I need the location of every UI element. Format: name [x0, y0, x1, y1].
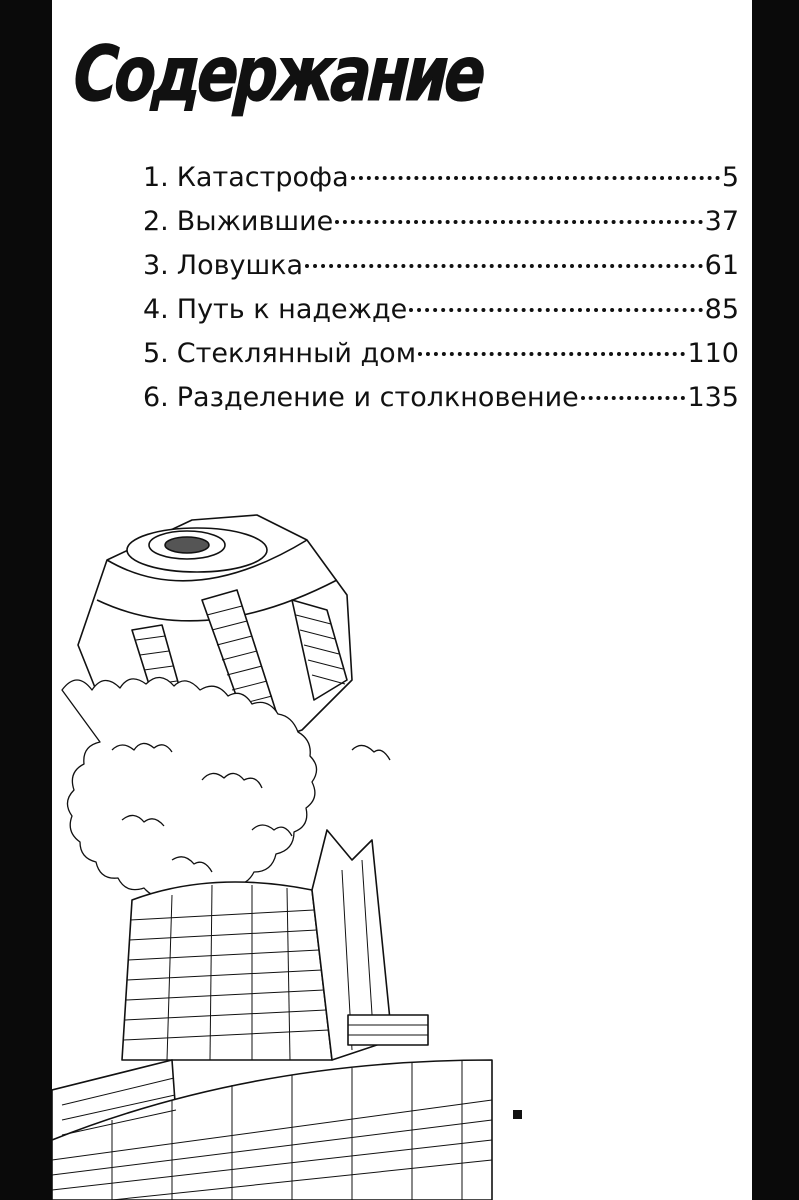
dot-leader: [409, 308, 702, 312]
toc-entry-page: 61: [704, 250, 739, 281]
toc-entry-number: 4.: [143, 294, 169, 325]
toc-entry-title: Разделение и столкновение: [176, 382, 579, 413]
toc-entry-3[interactable]: [143, 244, 739, 288]
toc-entry-4[interactable]: [143, 288, 739, 332]
right-black-border: [752, 0, 799, 1200]
toc-entry-number: 1.: [143, 162, 169, 193]
toc-entry-page: 135: [687, 382, 739, 413]
toc-entry-page: 85: [704, 294, 739, 325]
toc-entry-page: 110: [687, 338, 739, 369]
toc-entry-6[interactable]: [143, 376, 739, 420]
toc-entry-page: 37: [704, 206, 739, 237]
page-title: Содержание: [71, 29, 485, 118]
toc-entry-page: 5: [721, 162, 739, 193]
dot-leader: [305, 264, 703, 268]
dot-leader: [581, 396, 686, 400]
toc-entry-title: Стеклянный дом: [176, 338, 417, 369]
dot-leader: [351, 176, 720, 180]
left-black-border: [0, 0, 52, 1200]
toc-entry-title: Ловушка: [176, 250, 304, 281]
dot-leader: [418, 352, 685, 356]
toc-entry-title: Выжившие: [176, 206, 334, 237]
foreground-buildings: [52, 1060, 492, 1200]
toc-entry-title: Катастрофа: [176, 162, 349, 193]
toc-entry-1[interactable]: [143, 156, 739, 200]
collapsing-skyscraper-illustration: [52, 500, 497, 1200]
table-of-contents: [143, 156, 739, 420]
toc-entry-number: 5.: [143, 338, 169, 369]
toc-entry-title: Путь к надежде: [176, 294, 408, 325]
page-marker: [513, 1110, 522, 1119]
toc-entry-number: 3.: [143, 250, 169, 281]
toc-entry-number: 2.: [143, 206, 169, 237]
dot-leader: [335, 220, 702, 224]
toc-entry-5[interactable]: [143, 332, 739, 376]
toc-entry-number: 6.: [143, 382, 169, 413]
toc-entry-2[interactable]: [143, 200, 739, 244]
